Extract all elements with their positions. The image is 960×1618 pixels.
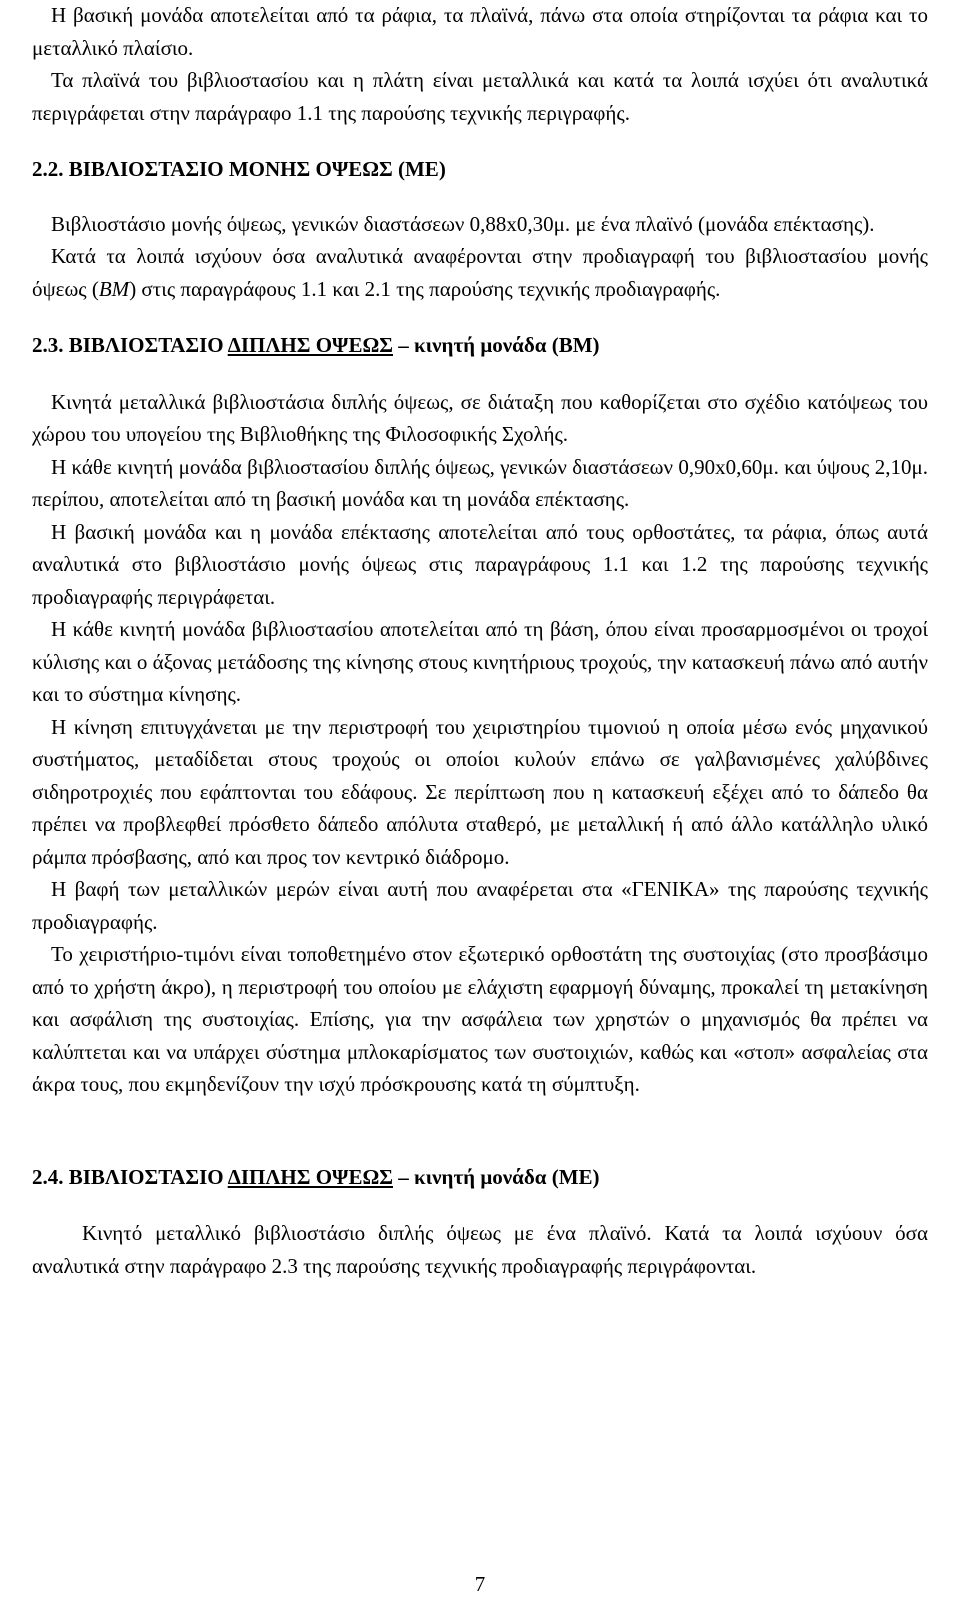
section-2-3-heading-num: 2.3. ΒΙΒΛΙΟΣΤΑΣΙΟ: [32, 333, 228, 357]
intro-paragraph-1: Η βασική μονάδα αποτελείται από τα ράφια, τα πλαϊνά, πάνω στα οποία στηρίζονται τα ράφια και το μεταλλικό πλαίσιο.: [32, 3, 928, 60]
section-2-3-heading: [32, 329, 928, 362]
section-2-3-paragraph-7: Το χειριστήριο-τιμόνι είναι τοποθετημένο στον εξωτερικό ορθοστάτη της συστοιχίας (στο προσβάσιμο από το χρήστη άκρο), η περιστροφή του οποίου με ελάχιστη εφαρμογή δύναμης, προκαλεί τη μετακίνηση και ασφάλιση της συστοιχίας. Επίσης, για την ασφάλεια των χρηστών ο μηχανισμός θα πρέπει να καλύπτεται και να υπάρχει σύστημα μπλοκαρίσματος των συστοιχιών, καθώς και «στοπ» ασφαλείας στα άκρα τους, που εκμηδενίζουν την ισχύ πρόσκρουσης κατά τη σύμπτυξη.: [32, 942, 928, 1096]
section-2-3-paragraph-2: Η κάθε κινητή μονάδα βιβλιοστασίου διπλής όψεως, γενικών διαστάσεων 0,90x0,60μ. και ύψους 2,10μ. περίπου, αποτελείται από τη βασική μονάδα και τη μονάδα επέκτασης.: [32, 454, 928, 511]
page-number: 7: [474, 1572, 486, 1596]
intro-paragraph-2: Τα πλαϊνά του βιβλιοστασίου και η πλάτη είναι μεταλλικά και κατά τα λοιπά ισχύει ότι αναλυτικά περιγράφεται στην παράγραφο 1.1 της παρούσης τεχνικής περιγραφής.: [32, 68, 928, 125]
section-2-2-heading: 2.2. ΒΙΒΛΙΟΣΤΑΣΙΟ ΜΟΝΗΣ ΟΨΕΩΣ (ΜΕ): [32, 157, 446, 181]
section-2-3-paragraph-4: Η κάθε κινητή μονάδα βιβλιοστασίου αποτελείται από τη βάση, όπου είναι προσαρμοσμένοι οι τροχοί κύλισης και ο άξονας μετάδοσης της κίνησης στους κινητήριους τροχούς, την κατασκευή πάνω από αυτήν και το σύστημα κίνησης.: [32, 617, 928, 706]
section-2-3-paragraph-1: Κινητά μεταλλικά βιβλιοστάσια διπλής όψεως, σε διάταξη που καθορίζεται στο σχέδιο κατόψεως του χώρου του υπογείου της Βιβλιοθήκης της Φιλοσοφικής Σχολής.: [32, 389, 928, 446]
section-2-2-paragraph-1: Βιβλιοστάσιο μονής όψεως, γενικών διαστάσεων 0,88x0,30μ. με ένα πλαϊνό (μονάδα επέκτασης).: [51, 211, 875, 236]
section-2-3-paragraph-3: Η βασική μονάδα και η μονάδα επέκτασης αποτελείται από τους ορθοστάτες, τα ράφια, όπως αυτά αναλυτικά στο βιβλιοστάσιο μονής όψεως στις παραγράφους 1.1 και 1.2 της παρούσης τεχνικής προδιαγραφής περιγράφεται.: [32, 519, 928, 609]
section-2-3-paragraph-5: Η κίνηση επιτυγχάνεται με την περιστροφή του χειριστηρίου τιμονιού η οποία μέσω ενός μηχανικού συστήματος, μεταδίδεται στους τροχούς οι οποίοι κυλούν επάνω σε γαλβανισμένες χαλύβδινες σιδηροτροχιές που εφάπτονται του εδάφους. Σε περίπτωση που η κατασκευή εξέχει από το δάπεδο θα πρέπει να προβλεφθεί πρόσθετο δάπεδο απόλυτα σταθερό, με μεταλλική ή από άλλο κατάλληλο υλικό ράμπα πρόσβασης, από και προς τον κεντρικό διάδρομο.: [32, 714, 928, 869]
section-2-3-paragraph-6: Η βαφή των μεταλλικών μερών είναι αυτή που αναφέρεται στα «ΓΕΝΙΚΑ» της παρούσης τεχνικής προδιαγραφής.: [32, 877, 928, 934]
section-2-2-paragraph-2: [32, 240, 928, 305]
section-2-2-p2-emphasis: ΒΜ: [98, 276, 130, 301]
section-2-2-p2-text-b: ) στις παραγράφους 1.1 και 2.1 της παρούσης τεχνικής προδιαγραφής.: [129, 276, 721, 301]
section-2-4-heading-rest: – κινητή μονάδα (ΜΕ): [393, 1164, 600, 1189]
section-2-4-paragraph-1: Κινητό μεταλλικό βιβλιοστάσιο διπλής όψεως με ένα πλαϊνό. Κατά τα λοιπά ισχύουν όσα αναλυτικά στην παράγραφο 2.3 της παρούσης τεχνικής προδιαγραφής περιγράφονται.: [32, 1221, 928, 1278]
section-2-4-heading-num: 2.4. ΒΙΒΛΙΟΣΤΑΣΙΟ: [32, 1164, 228, 1189]
section-2-4-heading: [32, 1161, 928, 1194]
section-2-3-heading-rest: – κινητή μονάδα (ΒΜ): [393, 333, 600, 357]
section-2-4-heading-underlined: ΔΙΠΛΗΣ ΟΨΕΩΣ: [227, 1164, 393, 1189]
section-2-3-heading-underlined: ΔΙΠΛΗΣ ΟΨΕΩΣ: [227, 333, 393, 357]
section-2-2-p2-text-a: Κατά τα λοιπά ισχύουν όσα αναλυτικά αναφέρονται στην προδιαγραφή του βιβλιοστασίου μονής όψεως (: [32, 244, 928, 301]
document-page: [32, 0, 928, 1282]
